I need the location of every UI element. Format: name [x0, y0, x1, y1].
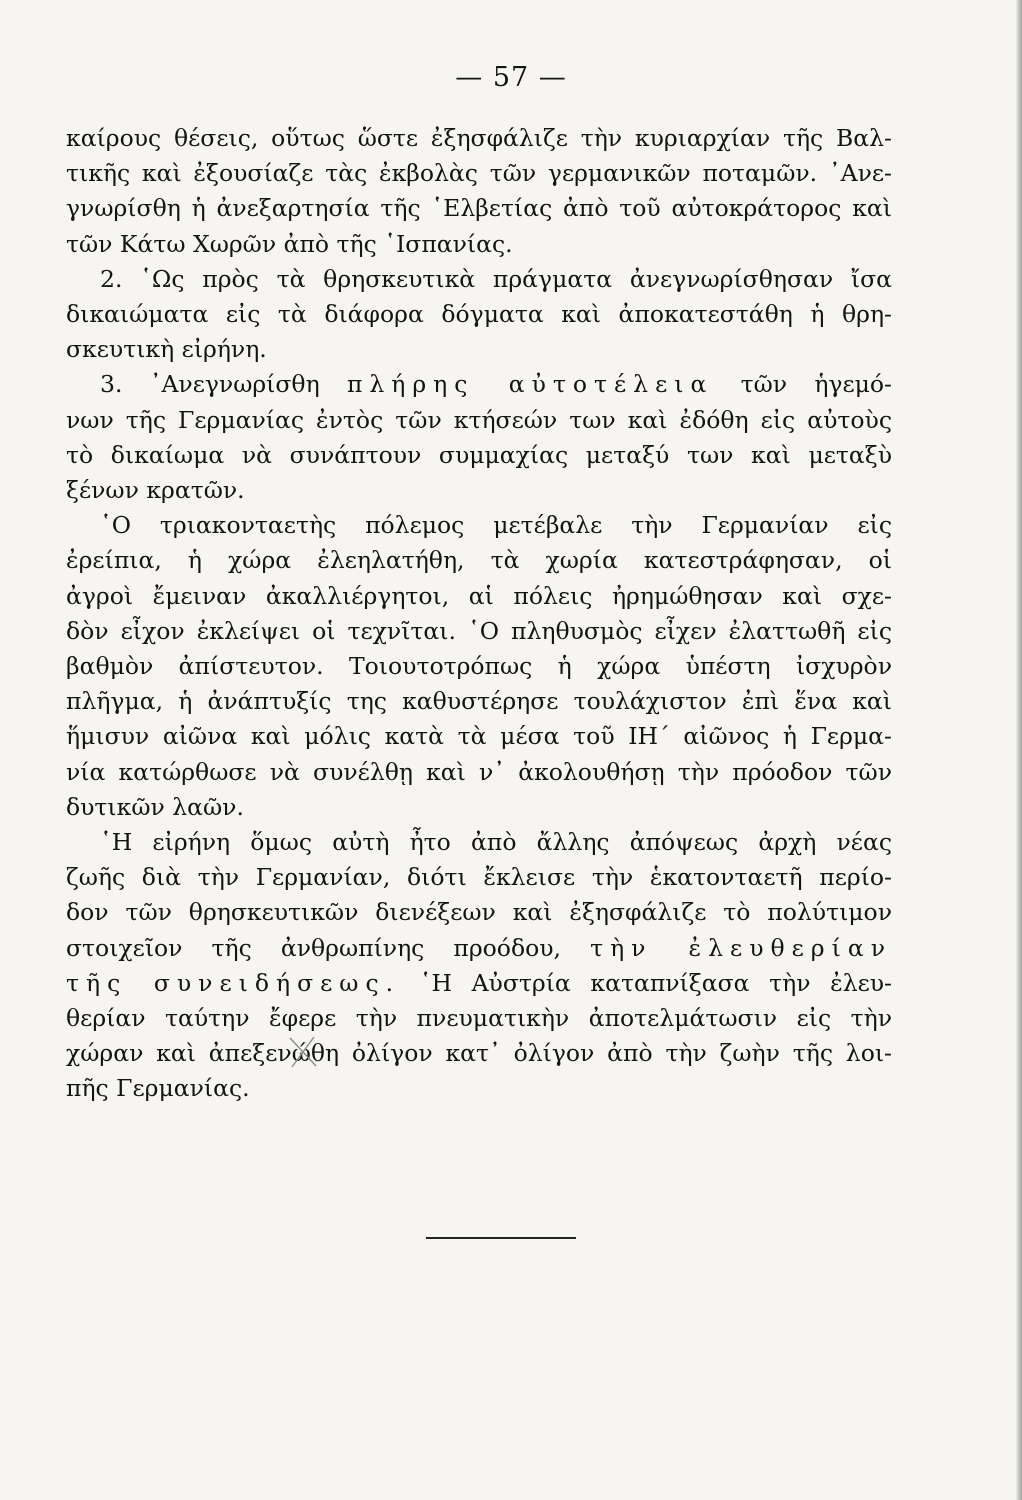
text-segment: στοιχεῖον τῆς ἀνθρωπίνης προόδου,: [66, 933, 561, 962]
text-segment: 3. ᾿Ανεγνωρίσθη: [100, 370, 320, 399]
page-number: — 57 —: [455, 62, 567, 93]
text-line: τῶν Κάτω Χωρῶν ἀπὸ τῆς ῾Ισπανίας.: [66, 229, 513, 258]
text-line: δὸν εἶχον ἐκλείψει οἱ τεχνῖται. ῾Ο πληθυσμὸς εἶχεν ἐλαττωθῆ εἰς: [66, 616, 892, 645]
text-line: καίρους θέσεις, οὕτως ὥστε ἐξησφάλιζε τὴν κυριαρχίαν τῆς Βαλ-: [66, 124, 892, 152]
text-line: δικαιώματα εἰς τὰ διάφορα δόγματα καὶ ἀποκατεστάθη ἡ θρη-: [66, 300, 892, 329]
text-line: δον τῶν θρησκευτικῶν διενέξεων καὶ ἐξησφάλιζε τὸ πολύτιμον: [66, 898, 892, 927]
body-text: [66, 121, 892, 1107]
text-line: τὸ δικαίωμα νὰ συνάπτουν συμμαχίας μεταξύ των καὶ μεταξὺ: [66, 440, 892, 469]
text-line: ζωῆς διὰ τὴν Γερμανίαν, διότι ἔκλεισε τὴν ἑκατονταετῆ περίο-: [66, 863, 892, 892]
text-line: νία κατώρθωσε νὰ συνέλθῃ καὶ ν᾿ ἀκολουθήσῃ τὴν πρόοδον τῶν: [66, 757, 892, 786]
text-line: χώραν καὶ ἀπεξενώθη ὀλίγον κατ᾿ ὀλίγον ἀπὸ τὴν ζωὴν τῆς λοι-: [66, 1039, 892, 1068]
spaced-emphasis: τῆς συνειδήσεως.: [66, 968, 401, 997]
text-line: βαθμὸν ἀπίστευτον. Τοιουτοτρόπως ἡ χώρα ὑπέστη ἰσχυρὸν: [66, 652, 892, 681]
text-line: νων τῆς Γερμανίας ἐντὸς τῶν κτήσεών των καὶ ἐδόθη εἰς αὐτοὺς: [66, 405, 892, 434]
text-line: θερίαν ταύτην ἔφερε τὴν πνευματικὴν ἀποτελμάτωσιν εἰς τὴν: [66, 1004, 892, 1033]
text-line: τικῆς καὶ ἐξουσίαζε τὰς ἐκβολὰς τῶν γερμανικῶν ποταμῶν. ᾿Ανε-: [66, 159, 892, 188]
text-line: ἥμισυν αἰῶνα καὶ μόλις κατὰ τὰ μέσα τοῦ ΙΗ΄ αἰῶνος ἡ Γερμα-: [66, 722, 892, 751]
end-rule: [426, 1237, 576, 1239]
text-line: πῆς Γερμανίας.: [66, 1074, 250, 1103]
spaced-emphasis: τὴν ἐλευθερίαν: [590, 933, 892, 962]
pencil-mark-icon: [286, 1034, 320, 1070]
text-line: σκευτικὴ εἰρήνη.: [66, 335, 267, 364]
text-line: ῾Η εἰρήνη ὅμως αὐτὴ ἦτο ἀπὸ ἄλλης ἀπόψεως ἀρχὴ νέας: [100, 828, 892, 857]
text-line: δυτικῶν λαῶν.: [66, 792, 244, 821]
spaced-emphasis: πλήρης αὐτοτέλεια: [346, 370, 714, 399]
text-line: γνωρίσθη ἡ ἀνεξαρτησία τῆς ῾Ελβετίας ἀπὸ τοῦ αὐτοκράτορος καὶ: [66, 194, 892, 223]
text-line: 2. ῾Ως πρὸς τὰ θρησκευτικὰ πράγματα ἀνεγνωρίσθησαν ἴσα: [100, 264, 892, 293]
text-line: ἀγροὶ ἔμειναν ἀκαλλιέργητοι, αἱ πόλεις ἠρημώθησαν καὶ σχε-: [66, 581, 892, 610]
text-line: ξένων κρατῶν.: [66, 476, 245, 505]
text-line: ἐρείπια, ἡ χώρα ἐλεηλατήθη, τὰ χωρία κατεστράφησαν, οἱ: [66, 546, 892, 575]
text-segment: ῾Η Αὐστρία καταπνίξασα τὴν ἐλευ-: [419, 968, 892, 997]
text-line: πλῆγμα, ἡ ἀνάπτυξίς της καθυστέρησε τουλάχιστον ἐπὶ ἕνα καὶ: [66, 687, 892, 716]
page-edge-shadow: [1016, 0, 1022, 1500]
text-line-with-emphasis: [66, 966, 892, 1001]
text-segment: τῶν ἡγεμό-: [740, 370, 892, 399]
text-line-with-emphasis: [66, 931, 892, 966]
text-line: ῾Ο τριακονταετὴς πόλεμος μετέβαλε τὴν Γερμανίαν εἰς: [100, 511, 892, 540]
text-line-with-emphasis: [66, 367, 892, 402]
